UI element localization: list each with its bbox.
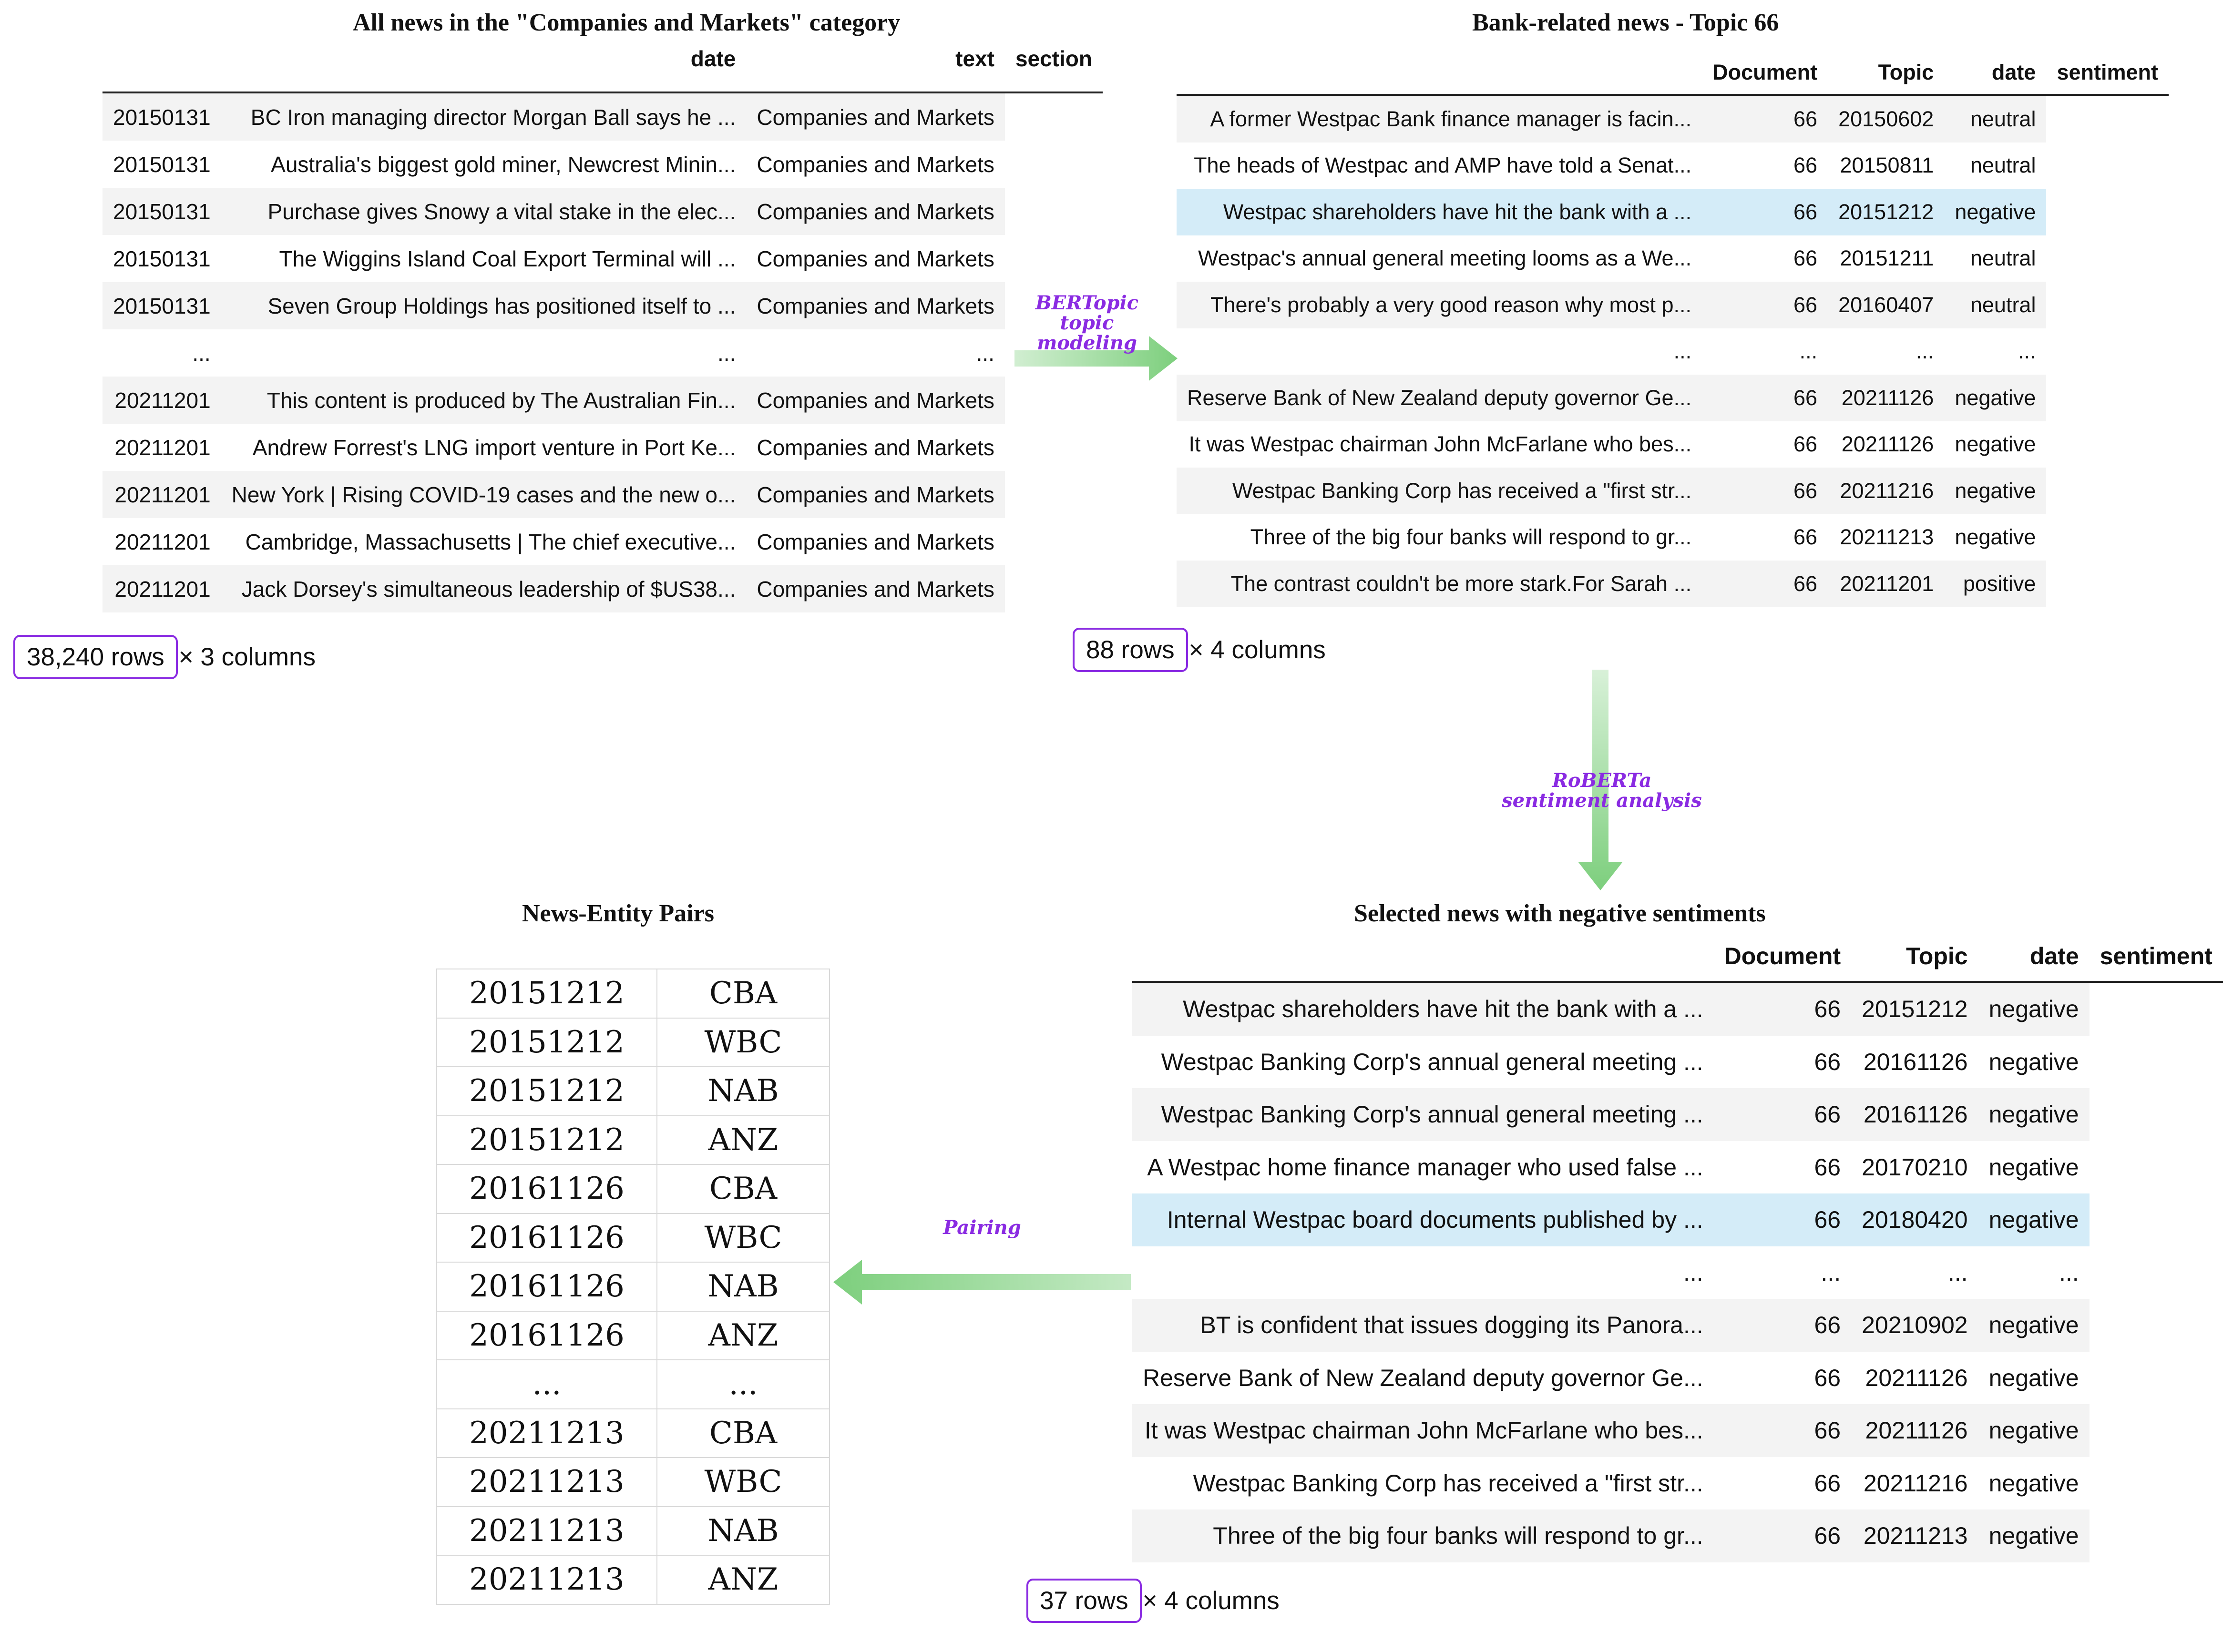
table-cell: 20211201 <box>114 388 211 413</box>
table-cell: 20170210 <box>1862 1153 1968 1181</box>
pair-entity-cell: WBC <box>657 1018 830 1067</box>
table-cell: BC Iron managing director Morgan Ball says he ... <box>250 104 736 130</box>
table-cell: Westpac Banking Corp has received a "first str... <box>1193 1469 1703 1497</box>
bertopic-label-line3: modeling <box>1037 332 1137 354</box>
table-cell: 20161126 <box>1863 1101 1968 1128</box>
column-header: text <box>955 46 994 71</box>
bertopic-label-line2: topic <box>1060 312 1114 334</box>
table-cell: 66 <box>1814 1469 1841 1497</box>
panel3-title: Selected news with negative sentiments <box>1354 900 1766 927</box>
pair-entity-cell: ANZ <box>657 1555 830 1604</box>
table-cell: neutral <box>1970 246 2036 271</box>
table-cell: This content is produced by The Australian Fin... <box>266 388 736 413</box>
table-cell: 20211201 <box>114 529 211 554</box>
table-cell: neutral <box>1970 153 2036 178</box>
column-header: Topic <box>1905 943 1968 969</box>
column-header: section <box>1015 46 1092 71</box>
table-cell: ... <box>976 340 994 366</box>
table-cell: A former Westpac Bank finance manager is facin... <box>1210 106 1692 131</box>
table-cell: 66 <box>1793 106 1818 131</box>
table-cell: 20150811 <box>1840 153 1934 178</box>
pair-date-cell: 20151212 <box>437 1018 657 1067</box>
table-cell: 20211126 <box>1865 1417 1968 1444</box>
pair-date-cell: 20211213 <box>437 1409 657 1458</box>
table-cell: Westpac shareholders have hit the bank with a ... <box>1223 199 1692 224</box>
table-cell: New York | Rising COVID-19 cases and the new o... <box>231 482 736 507</box>
column-header: Document <box>1724 943 1841 969</box>
table-cell: Reserve Bank of New Zealand deputy governor Ge... <box>1143 1364 1703 1391</box>
table-cell: 20150131 <box>113 293 211 318</box>
pair-date-cell: 20161126 <box>437 1262 657 1311</box>
table-cell: ... <box>1683 1259 1703 1286</box>
table-cell: Reserve Bank of New Zealand deputy governor Ge... <box>1187 385 1692 410</box>
table-cell: Companies and Markets <box>757 435 994 460</box>
table-cell: ... <box>1673 339 1692 364</box>
pair-entity-cell: NAB <box>657 1067 830 1116</box>
table-cell: 20160407 <box>1838 292 1934 317</box>
row-count-box: 88 rows <box>1073 628 1188 672</box>
table-cell: The Wiggins Island Coal Export Terminal will ... <box>279 246 736 271</box>
table-cell: 20211201 <box>114 482 211 507</box>
table-cell: 20211126 <box>1865 1364 1968 1391</box>
table-cell: negative <box>1988 1522 2079 1550</box>
table-cell: negative <box>1988 1153 2079 1181</box>
panel4-title: News-Entity Pairs <box>522 900 714 927</box>
table-cell: Companies and Markets <box>757 152 994 177</box>
table-cell: 20211216 <box>1840 478 1934 503</box>
table-cell: negative <box>1955 525 2036 550</box>
table-cell: It was Westpac chairman John McFarlane who bes... <box>1188 432 1692 457</box>
table-cell: Westpac shareholders have hit the bank with a ... <box>1183 996 1703 1023</box>
table-cell: negative <box>1988 1048 2079 1075</box>
bertopic-label <box>1027 293 1147 353</box>
table-cell: The heads of Westpac and AMP have told a Senat... <box>1194 153 1692 178</box>
table-cell: negative <box>1988 1364 2079 1391</box>
table-cell: 20210902 <box>1862 1312 1968 1339</box>
table-cell: negative <box>1955 385 2036 410</box>
table-cell: negative <box>1955 478 2036 503</box>
table-cell: ... <box>1799 339 1818 364</box>
roberta-label-line1: RoBERTa <box>1552 769 1652 792</box>
table-cell: ... <box>1916 339 1934 364</box>
pair-date-cell: 20151212 <box>437 1067 657 1116</box>
column-count: × 4 columns <box>1188 636 1326 664</box>
table-cell: ... <box>1947 1259 1968 1286</box>
table-cell: negative <box>1988 1312 2079 1339</box>
pair-entity-cell: ... <box>657 1360 830 1409</box>
pairing-label: Pairing <box>943 1216 1021 1239</box>
table-cell: 20151212 <box>1862 996 1968 1023</box>
column-count: × 3 columns <box>178 643 316 671</box>
column-header: date <box>1991 60 2036 84</box>
table-cell: 66 <box>1814 1417 1841 1444</box>
column-header: date <box>690 46 736 71</box>
table-cell: Companies and Markets <box>757 482 994 507</box>
table-cell: 66 <box>1814 996 1841 1023</box>
pair-date-cell: 20211213 <box>437 1555 657 1604</box>
column-header: sentiment <box>2100 943 2213 969</box>
table-cell: 20150602 <box>1838 106 1934 131</box>
table-cell: 20211216 <box>1863 1469 1968 1497</box>
table-cell: Australia's biggest gold miner, Newcrest Minin... <box>271 152 736 177</box>
table-cell: negative <box>1988 1469 2079 1497</box>
table-cell: 66 <box>1814 1312 1841 1339</box>
table-cell: 66 <box>1793 199 1818 224</box>
table-cell: 66 <box>1814 1153 1841 1181</box>
pair-date-cell: 20151212 <box>437 1116 657 1165</box>
table-cell: It was Westpac chairman John McFarlane who bes... <box>1144 1417 1703 1444</box>
table-cell: BT is confident that issues dogging its Panora... <box>1200 1312 1703 1339</box>
table-cell: 66 <box>1814 1522 1841 1550</box>
table-cell: Internal Westpac board documents published by ... <box>1167 1206 1703 1234</box>
table-cell: 20150131 <box>113 199 211 224</box>
pair-date-cell: 20211213 <box>437 1507 657 1556</box>
table-cell: ... <box>192 340 211 366</box>
pair-date-cell: 20161126 <box>437 1164 657 1214</box>
pair-entity-cell: CBA <box>657 969 830 1018</box>
table-cell: 66 <box>1793 246 1818 271</box>
table-cell: 66 <box>1814 1048 1841 1075</box>
table-cell: 66 <box>1793 525 1818 550</box>
table-cell: 66 <box>1793 571 1818 596</box>
table-cell: Westpac's annual general meeting looms as a We... <box>1198 246 1692 271</box>
table-cell: 20180420 <box>1862 1206 1968 1234</box>
table-cell: Westpac Banking Corp's annual general meeting ... <box>1161 1048 1703 1075</box>
table-cell: Westpac Banking Corp has received a "first str... <box>1232 478 1692 503</box>
table-cell: There's probably a very good reason why most p... <box>1210 292 1692 317</box>
table-cell: ... <box>2018 339 2036 364</box>
table-cell: 20211213 <box>1840 525 1934 550</box>
table-cell: 66 <box>1793 153 1818 178</box>
pair-entity-cell: ANZ <box>657 1311 830 1360</box>
row-count-box: 37 rows <box>1026 1579 1142 1623</box>
bertopic-label-line1: BERTopic <box>1035 292 1139 314</box>
table-cell: 20211126 <box>1841 385 1934 410</box>
table-cell: negative <box>1988 996 2079 1023</box>
pair-date-cell: 20161126 <box>437 1311 657 1360</box>
pair-entity-cell: NAB <box>657 1262 830 1311</box>
roberta-label-line2: sentiment analysis <box>1502 789 1702 812</box>
table-cell: ... <box>2059 1259 2079 1286</box>
panel1-title: All news in the "Companies and Markets" category <box>353 9 901 36</box>
table-cell: 20151211 <box>1840 246 1934 271</box>
pair-entity-cell: ANZ <box>657 1116 830 1165</box>
table-cell: 66 <box>1793 292 1818 317</box>
pair-date-cell: 20161126 <box>437 1214 657 1263</box>
table-cell: 66 <box>1814 1364 1841 1391</box>
table-cell: negative <box>1988 1101 2079 1128</box>
table-cell: Westpac Banking Corp's annual general meeting ... <box>1161 1101 1703 1128</box>
table-cell: 20211126 <box>1841 432 1934 457</box>
table-cell: Andrew Forrest's LNG import venture in Port Ke... <box>252 435 736 460</box>
table-cell: Seven Group Holdings has positioned itself to ... <box>267 293 736 318</box>
table-cell: 66 <box>1793 478 1818 503</box>
column-header: date <box>2029 943 2079 969</box>
roberta-label <box>1478 771 1726 811</box>
table-cell: Jack Dorsey's simultaneous leadership of $US38... <box>241 576 736 602</box>
pair-entity-cell: WBC <box>657 1458 830 1507</box>
pair-date-cell: 20211213 <box>437 1458 657 1507</box>
table-cell: Companies and Markets <box>757 529 994 554</box>
table-cell: negative <box>1955 199 2036 224</box>
table-cell: Companies and Markets <box>757 293 994 318</box>
table-cell: negative <box>1988 1206 2079 1234</box>
table-cell: neutral <box>1970 106 2036 131</box>
table-cell: Three of the big four banks will respond to gr... <box>1213 1522 1703 1550</box>
table-cell: 66 <box>1814 1206 1841 1234</box>
pair-entity-cell: WBC <box>657 1214 830 1263</box>
table-cell: ... <box>1821 1259 1841 1286</box>
table-cell: Companies and Markets <box>757 388 994 413</box>
row-count-box: 38,240 rows <box>13 635 178 679</box>
table-cell: 20211201 <box>1840 571 1934 596</box>
table-cell: Companies and Markets <box>757 199 994 224</box>
table-cell: Cambridge, Massachusetts | The chief executive... <box>245 529 736 554</box>
panel2-title: Bank-related news - Topic 66 <box>1472 9 1779 36</box>
table-cell: 20211201 <box>114 435 211 460</box>
table-cell: 20211213 <box>1863 1522 1968 1550</box>
table-cell: positive <box>1963 571 2036 596</box>
table-cell: Purchase gives Snowy a vital stake in the elec... <box>267 199 736 224</box>
table-cell: Companies and Markets <box>757 104 994 130</box>
table-cell: 66 <box>1793 432 1818 457</box>
table-cell: ... <box>717 340 736 366</box>
table-cell: 20151212 <box>1838 199 1934 224</box>
table-cell: Companies and Markets <box>757 246 994 271</box>
column-count: × 4 columns <box>1142 1587 1280 1615</box>
table-cell: 20150131 <box>113 104 211 130</box>
column-header: Document <box>1712 60 1818 84</box>
table-cell: negative <box>1955 432 2036 457</box>
table-cell: Companies and Markets <box>757 576 994 602</box>
table-cell: Three of the big four banks will respond to gr... <box>1250 525 1692 550</box>
table-cell: 66 <box>1793 385 1818 410</box>
table-cell: The contrast couldn't be more stark.For Sarah ... <box>1230 571 1692 596</box>
table-cell: 20211201 <box>114 576 211 602</box>
column-header: sentiment <box>2057 60 2158 84</box>
pair-date-cell: 20151212 <box>437 969 657 1018</box>
pairing-arrow <box>833 1260 1131 1305</box>
table-cell: 66 <box>1814 1101 1841 1128</box>
pair-entity-cell: NAB <box>657 1507 830 1556</box>
table-cell: 20150131 <box>113 246 211 271</box>
table-cell: neutral <box>1970 292 2036 317</box>
table-cell: 20150131 <box>113 152 211 177</box>
column-header: Topic <box>1878 60 1934 84</box>
pair-entity-cell: CBA <box>657 1409 830 1458</box>
pair-entity-cell: CBA <box>657 1164 830 1214</box>
table-cell: negative <box>1988 1417 2079 1444</box>
table-cell: A Westpac home finance manager who used false ... <box>1147 1153 1703 1181</box>
pair-date-cell: ... <box>437 1360 657 1409</box>
table-cell: 20161126 <box>1863 1048 1968 1075</box>
